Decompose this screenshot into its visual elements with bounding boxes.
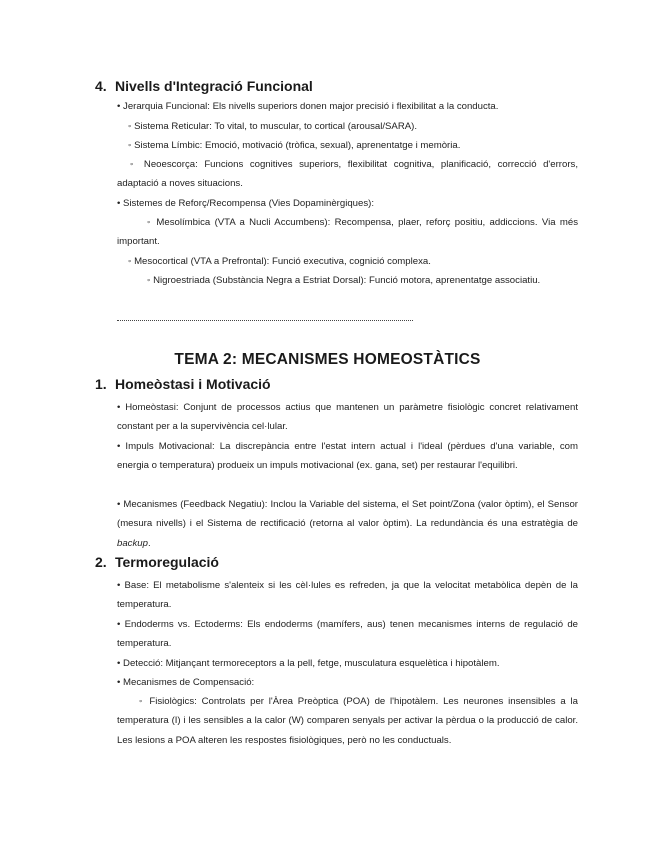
paragraph-reticular: ◦ Sistema Reticular: To vital, to muscular, to cortical (arousal/SARA). xyxy=(128,121,418,132)
paragraph-compensacio: • Mecanismes de Compensació: xyxy=(117,677,255,688)
paragraph-deteccio: • Detecció: Mitjançant termoreceptors a la pell, fetge, musculatura esquelètica i hipotàlem. xyxy=(117,658,500,669)
paragraph-homeostasi: • Homeòstasi: Conjunt de processos actius que mantenen un paràmetre fisiològic concret relativament constant per a la supervivència cel·lular. xyxy=(117,402,578,433)
paragraph-mecanismes xyxy=(117,495,578,553)
paragraph-limbic: ◦ Sistema Límbic: Emoció, motivació (tròfica, sexual), aprenentatge i memòria. xyxy=(128,140,461,151)
paragraph-impuls: • Impuls Motivacional: La discrepància entre l'estat intern actual i l'ideal (pèrdues d'una variable, com energia o temperatura) produeix un impuls motivacional (ex. gana, set) per restaurar l'equilibri. xyxy=(117,441,578,472)
paragraph-nigroestriada: ◦ Nigroestriada (Substància Negra a Estriat Dorsal): Funció motora, aprenentatge associatiu. xyxy=(147,275,541,286)
period: . xyxy=(147,537,151,549)
paragraph-base: • Base: El metabolisme s'alenteix si les cèl·lules es refreden, ja que la velocitat metabòlica depèn de la temperatura. xyxy=(117,580,578,611)
section-1-heading xyxy=(95,375,271,393)
section-number: 2. xyxy=(95,554,107,570)
tema-title: TEMA 2: MECANISMES HOMEOSTÀTICS xyxy=(174,351,481,368)
backup-term: backup xyxy=(117,537,148,549)
section-title: Termoregulació xyxy=(115,554,219,570)
section-number: 4. xyxy=(95,78,107,94)
paragraph-fisiologics: ◦ Fisiològics: Controlats per l'Àrea Preòptica (POA) de l'hipotàlem. Les neurones insensibles a la temperatura (I) i les sensibles a la calor (W) comparen senyals per activar la pèrdua o la producció de calor. Les lesions a POA alteren les respostes fisiològiques, però no les conductuals. xyxy=(117,696,578,746)
paragraph-neoescorca: ◦ Neoescorça: Funcions cognitives superiors, flexibilitat cognitiva, planificació, correcció d'errors, adaptació a noves situacions. xyxy=(117,159,578,190)
section-4-heading xyxy=(95,77,313,95)
section-title: Nivells d'Integració Funcional xyxy=(115,78,313,94)
paragraph-endoderms: • Endoderms vs. Ectoderms: Els endoderms (mamífers, aus) tenen mecanismes interns de regulació de temperatura. xyxy=(117,619,578,650)
section-2-heading xyxy=(95,553,219,571)
paragraph-jerarquia: • Jerarquia Funcional: Els nivells superiors donen major precisió i flexibilitat a la conducta. xyxy=(117,101,499,112)
section-number: 1. xyxy=(95,376,107,392)
paragraph-mecanismes-text: • Mecanismes (Feedback Negatiu): Inclou la Variable del sistema, el Set point/Zona (valor òptim), el Sensor (mesura nivells) i el Sistema de rectificació (retorna al valor òptim). La redundància és una estratègia de xyxy=(117,499,578,530)
dotted-divider xyxy=(117,320,413,321)
section-title: Homeòstasi i Motivació xyxy=(115,376,271,392)
paragraph-reforc: • Sistemes de Reforç/Recompensa (Vies Dopaminèrgiques): xyxy=(117,198,374,209)
paragraph-mesolimbica: ◦ Mesolímbica (VTA a Nucli Accumbens): Recompensa, plaer, reforç positiu, addiccions. Via més important. xyxy=(117,217,578,248)
paragraph-mesocortical: ◦ Mesocortical (VTA a Prefrontal): Funció executiva, cognició complexa. xyxy=(128,256,431,267)
